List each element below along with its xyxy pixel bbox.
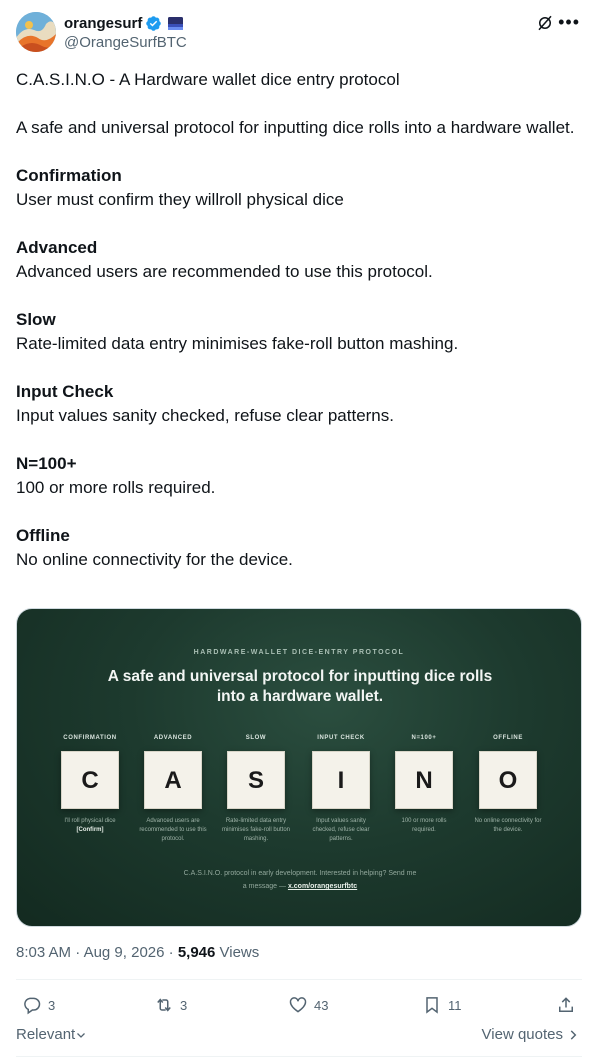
- column-description: No online connectivity for the device.: [474, 818, 542, 833]
- tweet-header: [16, 12, 582, 54]
- chevron-down-icon: [75, 1029, 87, 1041]
- letter-tile: O: [479, 751, 537, 809]
- repost-count: 3: [180, 997, 188, 1013]
- meta-separator: ·: [164, 944, 178, 961]
- tweet-meta: [16, 944, 259, 961]
- image-footer: [137, 867, 463, 893]
- column-label: SLOW: [245, 735, 267, 741]
- avatar[interactable]: [16, 12, 56, 52]
- column-label: N=100+: [411, 735, 437, 741]
- tweet-image[interactable]: [16, 608, 582, 927]
- views-label: Views: [215, 944, 260, 961]
- letter-column: [217, 735, 295, 844]
- tweet-time[interactable]: 8:03 AM: [16, 944, 72, 961]
- column-description: Input values sanity checked, refuse clear patterns.: [312, 818, 370, 842]
- image-headline: [77, 667, 523, 707]
- replies-toolbar: [16, 1026, 582, 1048]
- meta-separator: ·: [71, 944, 84, 961]
- tweet-body: [16, 68, 582, 572]
- like-count: 43: [314, 997, 329, 1013]
- image-footer-link: x.com/orangesurfbtc: [287, 883, 358, 890]
- tweet-date[interactable]: Aug 9, 2026: [83, 944, 165, 961]
- reply-icon: [22, 995, 42, 1015]
- sort-dropdown[interactable]: [16, 1026, 87, 1043]
- action-bar: [16, 992, 582, 1018]
- share-button[interactable]: [556, 992, 576, 1018]
- bookmark-count: 11: [448, 997, 462, 1013]
- chevron-right-icon: [566, 1028, 580, 1042]
- view-quotes-link[interactable]: [482, 1026, 580, 1043]
- display-name[interactable]: orangesurf: [64, 14, 143, 32]
- section-heading: Input Check: [16, 382, 114, 401]
- bookmark-icon: [422, 995, 442, 1015]
- views-count: 5,946: [177, 944, 216, 961]
- reply-count: 3: [48, 997, 56, 1013]
- user-handle[interactable]: @OrangeSurfBTC: [64, 34, 187, 51]
- more-options-icon[interactable]: •••: [558, 12, 580, 32]
- section-text: User must confirm they willroll physical dice: [16, 190, 344, 209]
- sort-label: Relevant: [16, 1026, 76, 1043]
- column-label: OFFLINE: [493, 735, 523, 741]
- image-headline-line: into a hardware wallet.: [216, 688, 384, 705]
- tweet-line: A safe and universal protocol for inputting dice rolls into a hardware wallet.: [16, 118, 575, 137]
- letter-column: [134, 735, 212, 844]
- section-text: No online connectivity for the device.: [16, 550, 293, 569]
- like-button[interactable]: [288, 992, 328, 1018]
- heart-icon: [288, 995, 308, 1015]
- letter-column: [302, 735, 380, 844]
- column-description-text: I'll roll physical dice: [64, 818, 116, 824]
- image-headline-line: A safe and universal protocol for inputting dice rolls: [107, 668, 493, 685]
- section-heading: N=100+: [16, 454, 77, 473]
- affiliate-badge-icon[interactable]: [168, 17, 183, 30]
- divider: [16, 979, 582, 980]
- reply-button[interactable]: [22, 992, 55, 1018]
- letter-column: [51, 735, 129, 835]
- confirm-label: [Confirm]: [76, 827, 104, 833]
- grok-icon[interactable]: [536, 14, 554, 32]
- section-heading: Offline: [16, 526, 70, 545]
- column-label: CONFIRMATION: [63, 735, 117, 741]
- verified-badge-icon[interactable]: [145, 15, 162, 32]
- letter-tile: A: [144, 751, 202, 809]
- letter-tile: I: [312, 751, 370, 809]
- image-footer-line: C.A.S.I.N.O. protocol in early development. Interested in helping? Send me: [183, 870, 417, 877]
- column-description: Advanced users are recommended to use this protocol.: [139, 818, 207, 842]
- column-description: [51, 817, 129, 835]
- image-kicker: HARDWARE-WALLET DICE-ENTRY PROTOCOL: [193, 649, 405, 656]
- section-text: Advanced users are recommended to use this protocol.: [16, 262, 433, 281]
- image-footer-line: a message —: [242, 883, 288, 890]
- section-heading: Advanced: [16, 238, 98, 257]
- column-label: ADVANCED: [153, 735, 193, 741]
- section-heading: Slow: [16, 310, 56, 329]
- letter-column: [385, 735, 463, 835]
- section-text: 100 or more rolls required.: [16, 478, 216, 497]
- column-description: 100 or more rolls required.: [401, 818, 447, 833]
- section-text: Input values sanity checked, refuse clear patterns.: [16, 406, 394, 425]
- bookmark-button[interactable]: [422, 992, 462, 1018]
- tweet-line: C.A.S.I.N.O - A Hardware wallet dice entry protocol: [16, 70, 400, 89]
- column-label: INPUT CHECK: [317, 735, 365, 741]
- repost-button[interactable]: [154, 992, 187, 1018]
- section-heading: Confirmation: [16, 166, 122, 185]
- share-icon: [556, 995, 576, 1015]
- letter-tile: C: [61, 751, 119, 809]
- letter-tile: N: [395, 751, 453, 809]
- section-text: Rate-limited data entry minimises fake-roll button mashing.: [16, 334, 459, 353]
- letter-tile: S: [227, 751, 285, 809]
- repost-icon: [154, 995, 174, 1015]
- view-quotes-label: View quotes: [481, 1026, 563, 1043]
- column-description: Rate-limited data entry minimises fake-roll button mashing.: [221, 818, 291, 842]
- letter-column: [469, 735, 547, 835]
